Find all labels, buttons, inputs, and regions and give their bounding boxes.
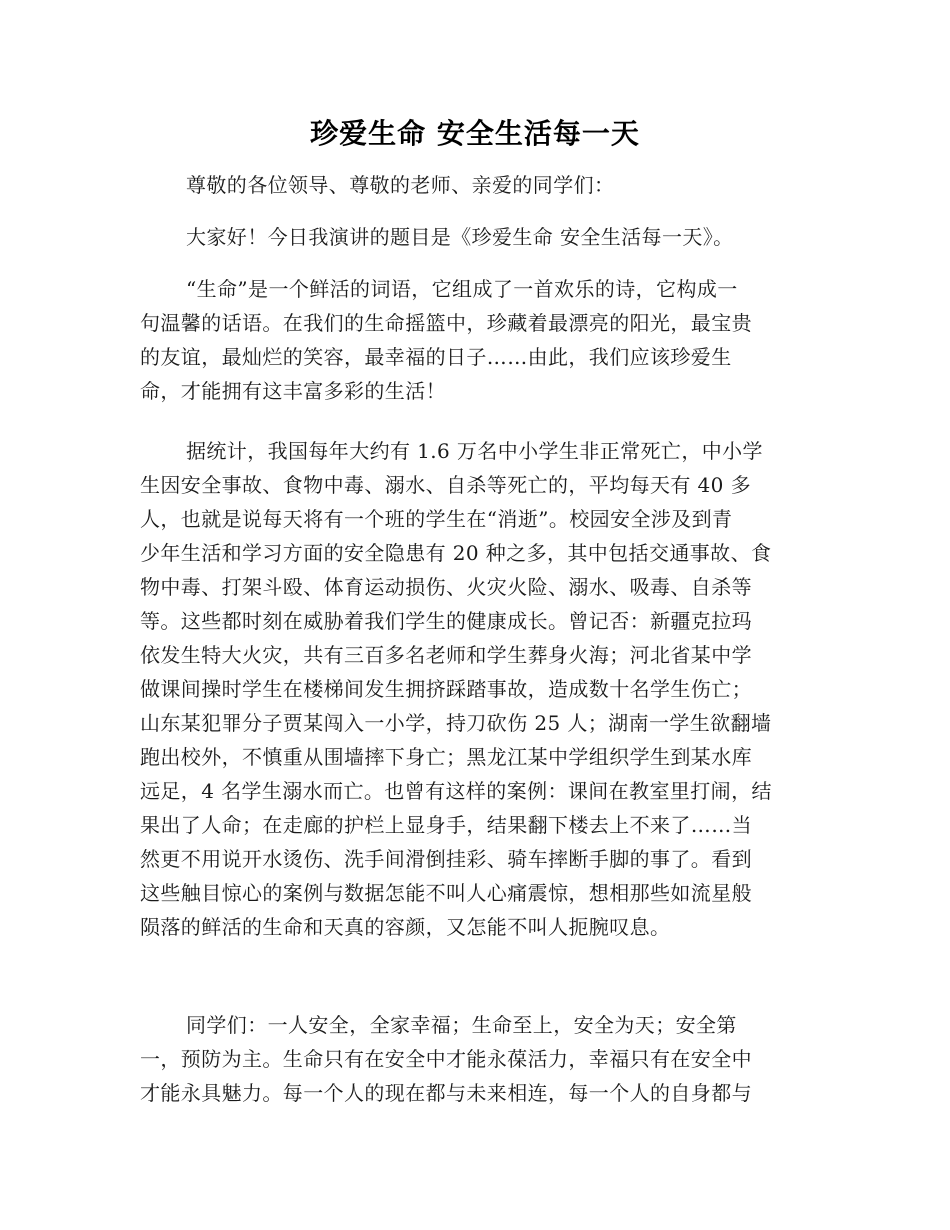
text-line: 命，才能拥有这丰富多彩的生活！ xyxy=(140,379,446,403)
paragraph-greeting xyxy=(140,220,810,254)
text-line: 生因安全事故、食物中毒、溺水、自杀等死亡的，平均每天有 40 多 xyxy=(140,473,751,497)
text-line: 陨落的鲜活的生命和天真的容颜，又怎能不叫人扼腕叹息。 xyxy=(140,915,671,939)
text-line: “生命”是一个鲜活的词语，它组成了一首欢乐的诗，它构成一 xyxy=(186,277,738,301)
paragraph-classmates xyxy=(140,1008,810,1110)
text-line: 这些触目惊心的案例与数据怎能不叫人心痛震惊，想相那些如流星般 xyxy=(140,881,752,905)
text-line: 等。这些都时刻在威胁着我们学生的健康成长。曾记否：新疆克拉玛 xyxy=(140,609,752,633)
text-line: 才能永具魅力。每一个人的现在都与未来相连，每一个人的自身都与 xyxy=(140,1081,752,1105)
text-line: 果出了人命；在走廊的护栏上显身手，结果翻下楼去上不来了……当 xyxy=(140,813,752,837)
paragraph-statistics xyxy=(140,434,810,944)
text-line: 尊敬的各位领导、尊敬的老师、亲爱的同学们： xyxy=(186,173,615,197)
text-line: 大家好！今日我演讲的题目是《珍爱生命 安全生活每一天》。 xyxy=(186,225,734,249)
text-line: 同学们：一人安全，全家幸福；生命至上，安全为天；安全第 xyxy=(186,1013,737,1037)
paragraph-salutation xyxy=(140,168,810,202)
text-line: 跑出校外，不慎重从围墙摔下身亡；黑龙江某中学组织学生到某水库 xyxy=(140,745,752,769)
paragraph-life xyxy=(140,272,810,408)
text-line: 句温馨的话语。在我们的生命摇篮中，珍藏着最漂亮的阳光，最宝贵 xyxy=(140,311,752,335)
text-line: 少年生活和学习方面的安全隐患有 20 种之多，其中包括交通事故、食 xyxy=(140,541,772,565)
text-line: 远足，4 名学生溺水而亡。也曾有这样的案例：课间在教室里打闹，结 xyxy=(140,779,772,803)
text-line: 山东某犯罪分子贾某闯入一小学，持刀砍伤 25 人；湖南一学生欲翻墙 xyxy=(140,711,772,735)
text-line: 人，也就是说每天将有一个班的学生在“消逝”。校园安全涉及到青 xyxy=(140,507,733,531)
document-title: 珍爱生命 安全生活每一天 xyxy=(310,117,640,150)
text-line: 做课间操时学生在楼梯间发生拥挤踩踏事故，造成数十名学生伤亡； xyxy=(140,677,752,701)
text-line: 依发生特大火灾，共有三百多名老师和学生葬身火海；河北省某中学 xyxy=(140,643,752,667)
text-line: 物中毒、打架斗殴、体育运动损伤、火灾火险、溺水、吸毒、自杀等 xyxy=(140,575,752,599)
text-line: 然更不用说开水烫伤、洗手间滑倒挂彩、骑车摔断手脚的事了。看到 xyxy=(140,847,752,871)
text-line: 一，预防为主。生命只有在安全中才能永葆活力，幸福只有在安全中 xyxy=(140,1047,752,1071)
text-line: 的友谊，最灿烂的笑容，最幸福的日子……由此，我们应该珍爱生 xyxy=(140,345,732,369)
text-line: 据统计，我国每年大约有 1.6 万名中小学生非正常死亡，中小学 xyxy=(186,439,763,463)
